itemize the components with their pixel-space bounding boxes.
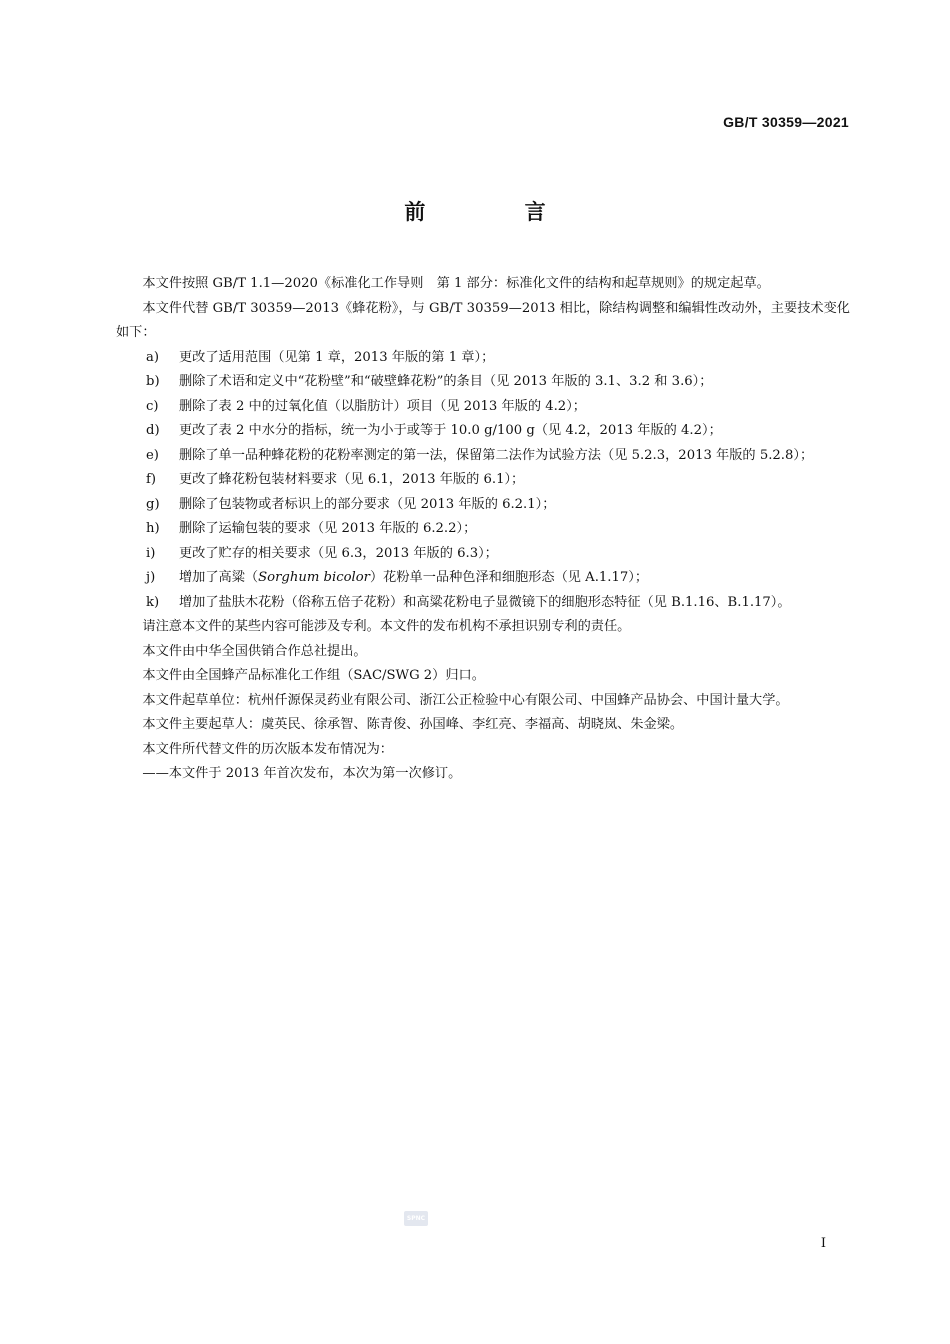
list-marker: h): [146, 521, 160, 536]
watermark-logo: SPNC: [404, 1211, 428, 1226]
list-item: [116, 542, 850, 567]
list-item-text: 删除了表 2 中的过氧化值（以脂肪计）项目（见 2013 年版的 4.2）；: [179, 398, 586, 414]
list-marker: f): [146, 472, 157, 487]
list-marker: j): [146, 570, 156, 585]
page-number: I: [820, 1236, 826, 1251]
list-item-text-after: ）花粉单一品种色泽和细胞形态（见 A.1.17）；: [369, 570, 649, 585]
proposer-statement: 本文件由中华全国供销合作总社提出。: [142, 643, 367, 659]
standard-code: GB/T 30359—2021: [723, 114, 849, 130]
list-item-text: 更改了适用范围（见第 1 章，2013 年版的第 1 章）；: [179, 349, 495, 365]
list-item-text: 删除了单一品种蜂花粉的花粉率测定的第一法，保留第二法作为试验方法（见 5.2.3，2013 年版的 5.2.8）；: [179, 447, 814, 463]
species-name-italic: Sorghum bicolor: [258, 570, 370, 585]
list-item-text: 增加了盐肤木花粉（俗称五倍子花粉）和高粱花粉电子显微镜下的细胞形态特征（见 B.1.16、B.1.17）。: [179, 594, 791, 610]
list-marker: g): [146, 496, 160, 512]
changes-list: [116, 346, 850, 616]
history-intro: 本文件所代替文件的历次版本发布情况为：: [142, 741, 393, 757]
list-item: [116, 419, 850, 444]
list-item-text: 更改了表 2 中水分的指标，统一为小于或等于 10.0 g/100 g（见 4.2，2013 年版的 4.2）；: [179, 423, 722, 438]
list-item: [116, 517, 850, 542]
list-item: [116, 493, 850, 518]
page-title: 前 言: [404, 200, 592, 224]
list-item: [116, 346, 850, 371]
list-marker: e): [146, 447, 159, 463]
list-item: [116, 370, 850, 395]
history-item: ——本文件于 2013 年首次发布，本次为第一次修订。: [142, 766, 462, 781]
list-item-text: 删除了术语和定义中“花粉壁”和“破壁蜂花粉”的条目（见 2013 年版的 3.1、3.2 和 3.6）；: [179, 374, 713, 389]
drafters: 本文件主要起草人：虞英民、徐承智、陈青俊、孙国峰、李红亮、李福高、胡晓岚、朱金梁。: [142, 717, 684, 732]
list-item: [116, 444, 850, 469]
list-marker: k): [146, 594, 160, 610]
foreword-body: [116, 272, 850, 787]
paragraph-replacement: 本文件代替 GB/T 30359—2013《蜂花粉》，与 GB/T 30359—2013 相比，除结构调整和编辑性改动外，主要技术变化如下：: [116, 300, 850, 340]
list-marker: d): [146, 423, 160, 438]
patent-notice: 请注意本文件的某些内容可能涉及专利。本文件的发布机构不承担识别专利的责任。: [142, 619, 631, 634]
drafting-units: 本文件起草单位：杭州仟源保灵药业有限公司、浙江公正检验中心有限公司、中国蜂产品协会、中国计量大学。: [142, 692, 789, 708]
list-marker: a): [146, 349, 160, 365]
list-item: [116, 395, 850, 420]
list-item-text: 更改了蜂花粉包装材料要求（见 6.1，2013 年版的 6.1）；: [179, 472, 525, 487]
list-marker: c): [146, 398, 159, 414]
list-item-text-before: 增加了高粱（: [179, 570, 259, 585]
list-marker: i): [146, 545, 156, 561]
list-item-text: 更改了贮存的相关要求（见 6.3，2013 年版的 6.3）；: [179, 545, 498, 561]
paragraph-drafting-rules: 本文件按照 GB/T 1.1—2020《标准化工作导则 第 1 部分：标准化文件的结构和起草规则》的规定起草。: [142, 276, 770, 291]
list-marker: b): [146, 374, 160, 389]
list-item-text: 删除了运输包装的要求（见 2013 年版的 6.2.2）；: [179, 521, 477, 536]
list-item: [116, 468, 850, 493]
administrator-statement: 本文件由全国蜂产品标准化工作组（SAC/SWG 2）归口。: [142, 668, 485, 683]
list-item: [116, 591, 850, 616]
list-item: [116, 566, 850, 591]
list-item-text: 删除了包装物或者标识上的部分要求（见 2013 年版的 6.2.1）；: [179, 496, 556, 512]
